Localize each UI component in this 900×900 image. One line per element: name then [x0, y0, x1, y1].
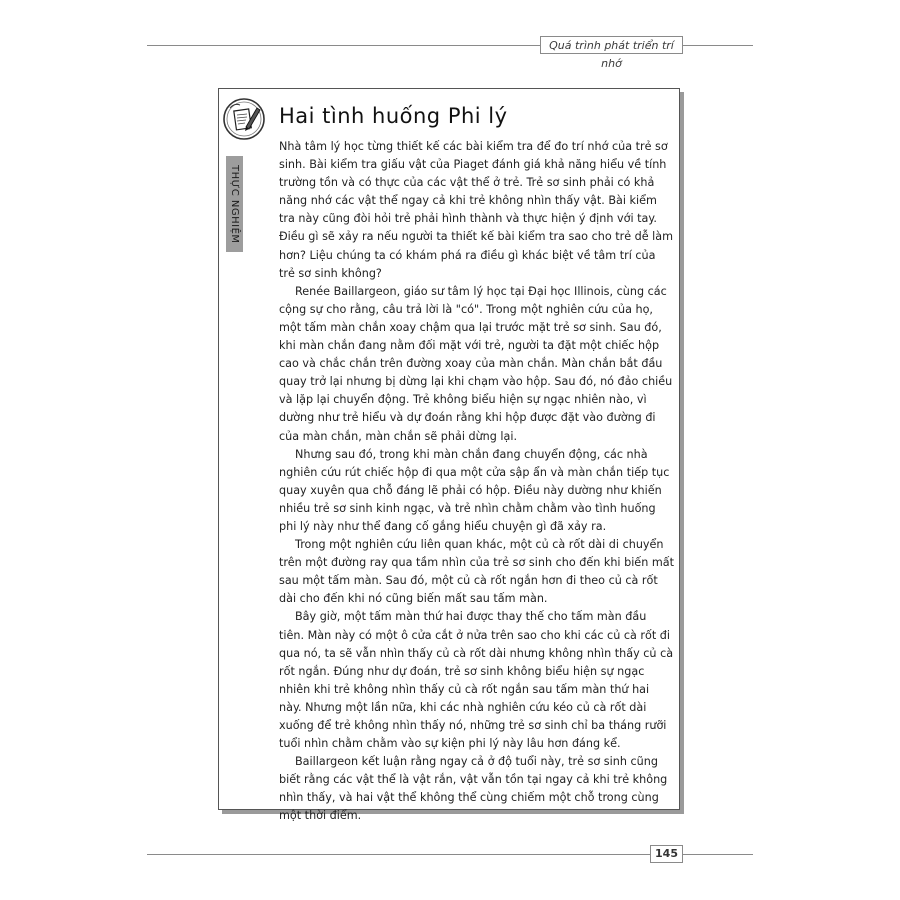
- paragraph: Bây giờ, một tấm màn thứ hai được thay thế cho tấm màn đầu tiên. Màn này có một ô cửa cắt ở nửa trên sao cho khi các củ cà rốt đi qua nó, ta sẽ vẫn nhìn thấy củ cà rốt dài nhưng không nhìn thấy củ cà rốt ngắn. Đúng như dự đoán, trẻ sơ sinh không biểu hiện sự ngạc nhiên khi trẻ không nhìn thấy củ cà rốt ngắn sau tấm màn thứ hai này. Nhưng một lần nữa, khi các nhà nghiên cứu kéo củ cà rốt dài xuống để trẻ không nhìn thấy nó, những trẻ sơ sinh chỉ ba tháng rưỡi tuổi nhìn chằm chằm vào sự kiện phi lý này lâu hơn đáng kể.: [279, 610, 674, 751]
- page-number: 145: [650, 845, 683, 863]
- box-title: Hai tình huống Phi lý: [279, 104, 508, 128]
- footer-rule-right: [683, 854, 753, 855]
- running-header: Quá trình phát triển trí nhớ: [540, 36, 683, 54]
- side-tag: [226, 156, 243, 252]
- paragraph: Nhà tâm lý học từng thiết kế các bài kiểm tra để đo trí nhớ của trẻ sơ sinh. Bài kiểm tra giấu vật của Piaget đánh giá khả năng hiểu về tính trường tồn và có thực của các vật thể ở trẻ. Trẻ sơ sinh phải có khả năng nhớ các vật thể ngay cả khi trẻ không nhìn thấy vật. Bài kiểm tra này cũng đòi hỏi trẻ phải hình thành và thực hiện ý định với tay. Điều gì sẽ xảy ra nếu người ta thiết kế bài kiểm tra sao cho trẻ dễ làm hơn? Liệu chúng ta có khám phá ra điều gì khác biệt về tâm trí của trẻ sơ sinh không?: [279, 140, 674, 280]
- header-rule-right: [683, 45, 753, 46]
- pen-writing-icon: [222, 96, 268, 142]
- side-tag-label: THỰC NGHIỆM: [229, 164, 240, 244]
- paragraph: Baillargeon kết luận rằng ngay cả ở độ tuổi này, trẻ sơ sinh cũng biết rằng các vật thể là vật rắn, vật vẫn tồn tại ngay cả khi trẻ không nhìn thấy, và hai vật thể không thể cùng chiếm một chỗ trong cùng một thời điểm.: [279, 755, 668, 823]
- paragraph: Renée Baillargeon, giáo sư tâm lý học tại Đại học Illinois, cùng các cộng sự cho rằng, câu trả lời là "có". Trong một nghiên cứu của họ, một tấm màn chắn xoay chậm qua lại trước mặt trẻ sơ sinh. Sau đó, khi màn chắn đang nằm đối mặt với trẻ, người ta đặt một chiếc hộp cao và chắc chắn trên đường xoay của màn chắn. Màn chắn bắt đầu quay trở lại nhưng bị dừng lại khi chạm vào hộp. Sau đó, nó đảo chiều và lặp lại chuyển động. Trẻ không biểu hiện sự ngạc nhiên nào, vì dường như trẻ hiểu và dự đoán rằng khi hộp được đặt vào đường đi của màn chắn, màn chắn sẽ phải dừng lại.: [279, 284, 673, 443]
- footer-rule-left: [147, 854, 650, 855]
- paragraph: Nhưng sau đó, trong khi màn chắn đang chuyển động, các nhà nghiên cứu rút chiếc hộp đi qua một cửa sập ẩn và màn chắn tiếp tục quay xuyên qua chỗ đáng lẽ phải có hộp. Điều này dường như khiến nhiều trẻ sơ sinh kinh ngạc, và trẻ nhìn chằm chằm vào tình huống phi lý này như thể đang cố gắng hiểu chuyện gì đã xảy ra.: [279, 447, 670, 533]
- box-body: [279, 138, 674, 826]
- header-rule-left: [147, 45, 540, 46]
- paragraph: Trong một nghiên cứu liên quan khác, một củ cà rốt dài di chuyển trên một đường ray qua tầm nhìn của trẻ sơ sinh cho đến khi biến mất sau một tấm màn. Sau đó, một củ cà rốt ngắn hơn đi theo củ cà rốt dài cho đến khi nó cũng biến mất sau tấm màn.: [279, 538, 674, 606]
